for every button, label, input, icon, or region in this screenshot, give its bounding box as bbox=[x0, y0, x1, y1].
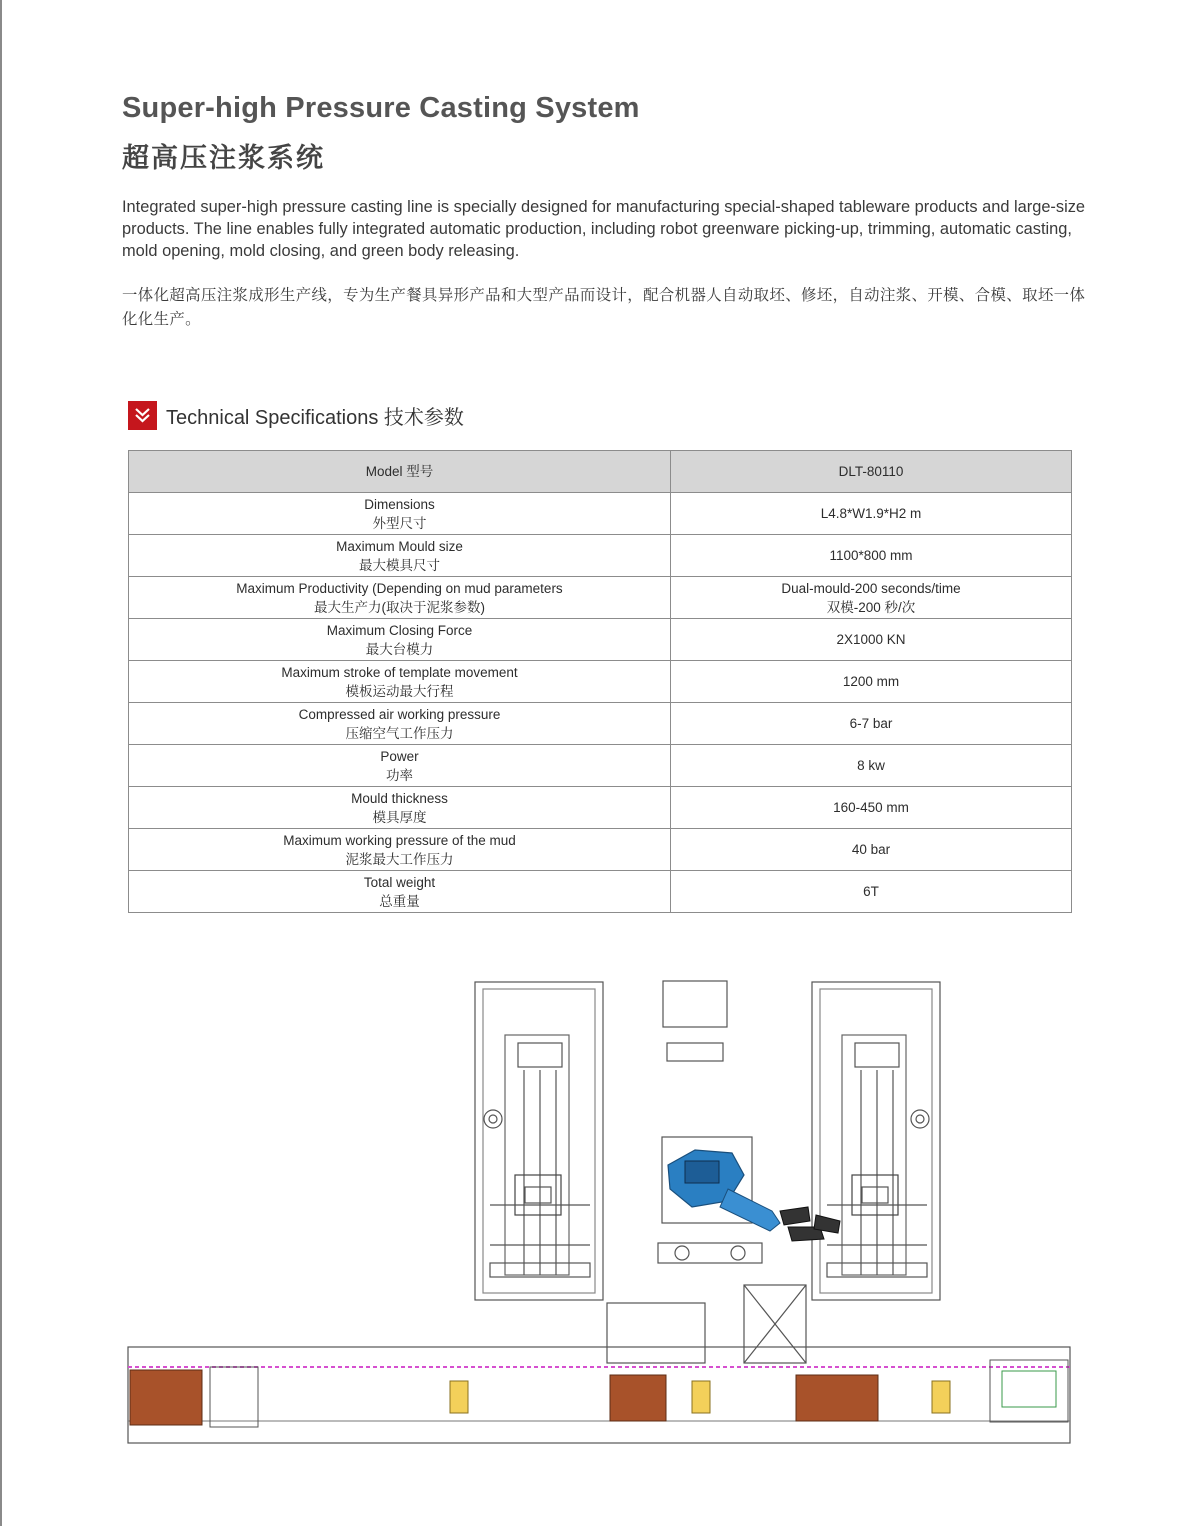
spec-value bbox=[671, 577, 1072, 619]
spec-label-en: Mould thickness bbox=[351, 790, 448, 806]
sensor-gate bbox=[692, 1381, 710, 1413]
spec-heading-text: Technical Specifications 技术参数 bbox=[166, 406, 464, 429]
table-row bbox=[129, 787, 1072, 829]
spec-value-text: Dual-mould-200 seconds/time bbox=[781, 580, 961, 596]
spec-table-header bbox=[129, 451, 1072, 493]
spec-heading bbox=[128, 400, 464, 430]
spec-label bbox=[129, 829, 671, 871]
spec-label-zh: 模板运动最大行程 bbox=[345, 683, 454, 699]
spec-value-text: 6T bbox=[863, 884, 879, 899]
spec-label-zh: 最大台模力 bbox=[365, 641, 434, 657]
spec-label-zh: 最大模具尺寸 bbox=[359, 557, 440, 573]
casting-machine-left bbox=[475, 982, 603, 1300]
table-row bbox=[129, 871, 1072, 913]
spec-label-en: Total weight bbox=[363, 874, 436, 890]
spec-value-text-2: 双模-200 秒/次 bbox=[826, 599, 916, 615]
control-cabinet bbox=[663, 981, 727, 1027]
trimming-station bbox=[607, 1303, 705, 1363]
intro-paragraph-en: Integrated super-high pressure casting line is specially designed for manufacturing special-shaped tableware products and large-size products. The line enables fully integrated automatic production, including robot greenware picking-up, trimming, automatic casting, mold opening, mold closing, and green body releasing. bbox=[122, 198, 1086, 260]
table-row bbox=[129, 745, 1072, 787]
spec-label-zh: 外型尺寸 bbox=[372, 515, 427, 531]
table-row bbox=[129, 577, 1072, 619]
spec-value bbox=[671, 829, 1072, 871]
spec-label bbox=[129, 871, 671, 913]
table-row bbox=[129, 619, 1072, 661]
spec-value bbox=[671, 871, 1072, 913]
spec-value bbox=[671, 787, 1072, 829]
production-line-diagram bbox=[120, 975, 1080, 1455]
conveyor-line bbox=[128, 1347, 1070, 1443]
mould-block bbox=[130, 1370, 202, 1425]
table-row bbox=[129, 703, 1072, 745]
spec-label-en: Compressed air working pressure bbox=[298, 706, 501, 722]
spec-value bbox=[671, 745, 1072, 787]
table-row bbox=[129, 661, 1072, 703]
spec-label-zh: 泥浆最大工作压力 bbox=[345, 851, 454, 867]
spec-value-text: 2X1000 KN bbox=[836, 632, 906, 647]
sensor-gate bbox=[450, 1381, 468, 1413]
table-row bbox=[129, 535, 1072, 577]
spec-value-text: 160-450 mm bbox=[833, 800, 909, 815]
mould-block bbox=[610, 1375, 666, 1421]
spec-label bbox=[129, 535, 671, 577]
spec-label bbox=[129, 745, 671, 787]
spec-label-en: Power bbox=[380, 748, 419, 764]
table-row bbox=[129, 493, 1072, 535]
spec-label-zh: 模具厚度 bbox=[372, 809, 427, 825]
casting-machine-right bbox=[812, 982, 940, 1300]
spec-label-en: Maximum stroke of template movement bbox=[281, 664, 518, 680]
spec-label-zh: 总重量 bbox=[379, 893, 420, 909]
spec-value bbox=[671, 661, 1072, 703]
spec-label-en: Dimensions bbox=[364, 496, 435, 512]
spec-value bbox=[671, 535, 1072, 577]
spec-label bbox=[129, 619, 671, 661]
spec-value-text: 40 bar bbox=[851, 842, 891, 857]
spec-table bbox=[128, 450, 1072, 913]
page-title-en: Super-high Pressure Casting System bbox=[122, 92, 640, 124]
spec-value bbox=[671, 703, 1072, 745]
spec-value-text: 1200 mm bbox=[842, 674, 900, 689]
spec-label-zh: 最大生产力(取决于泥浆参数) bbox=[314, 599, 485, 615]
spec-value-text: 8 kw bbox=[857, 758, 885, 773]
robot-rail bbox=[658, 1243, 762, 1263]
table-row bbox=[129, 829, 1072, 871]
page-title-zh: 超高压注浆系统 bbox=[122, 143, 325, 173]
control-panel bbox=[667, 1043, 723, 1061]
spec-label-en: Maximum Productivity (Depending on mud parameters bbox=[236, 580, 563, 596]
spec-label-en: Maximum Mould size bbox=[336, 538, 463, 554]
spec-value-text: L4.8*W1.9*H2 m bbox=[820, 506, 922, 521]
double-chevron-down-icon bbox=[128, 401, 157, 430]
mould-block bbox=[796, 1375, 878, 1421]
spec-value-text: 6-7 bar bbox=[849, 716, 893, 731]
spec-header-label: Model 型号 bbox=[129, 451, 671, 493]
spec-label-zh: 功率 bbox=[386, 767, 413, 783]
spec-value-text: 1100*800 mm bbox=[829, 548, 913, 563]
intro-paragraph-zh: 一体化超高压注浆成形生产线，专为生产餐具异形产品和大型产品而设计，配合机器人自动取坯、修坯，自动注浆、开模、合模、取坯一体化化生产。 bbox=[122, 287, 1086, 328]
spec-label bbox=[129, 493, 671, 535]
spec-label-zh: 压缩空气工作压力 bbox=[345, 725, 454, 741]
spec-label bbox=[129, 787, 671, 829]
spec-value bbox=[671, 493, 1072, 535]
sensor-gate bbox=[932, 1381, 950, 1413]
robot-arm bbox=[668, 1150, 840, 1241]
spec-label bbox=[129, 577, 671, 619]
spec-header-value: DLT-80110 bbox=[671, 451, 1072, 493]
spec-label bbox=[129, 703, 671, 745]
spec-label bbox=[129, 661, 671, 703]
spec-value bbox=[671, 619, 1072, 661]
page-left-rule bbox=[0, 0, 2, 1526]
spec-label-en: Maximum working pressure of the mud bbox=[283, 832, 516, 848]
spec-label-en: Maximum Closing Force bbox=[326, 622, 473, 638]
